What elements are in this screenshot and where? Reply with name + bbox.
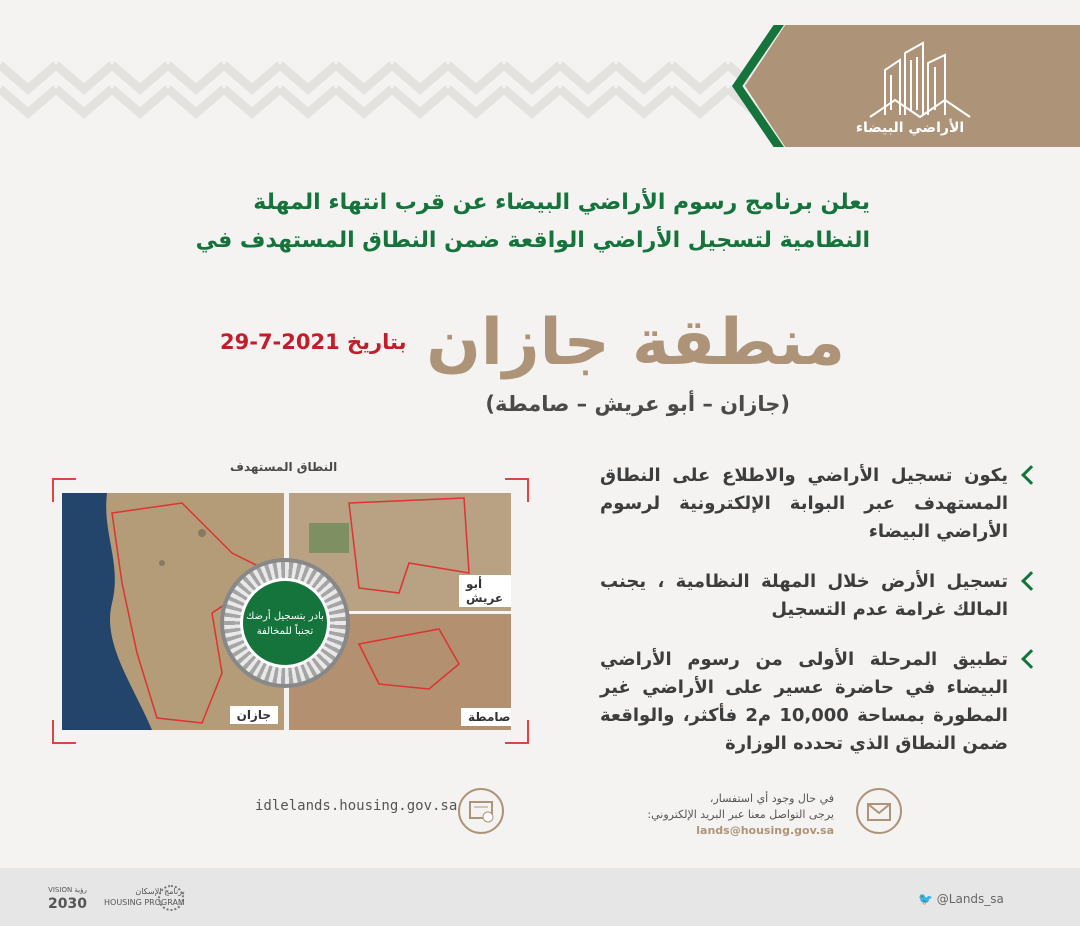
announcement-headline — [170, 184, 870, 260]
chevron-icon — [1021, 649, 1041, 669]
contact-line-2: يرجى التواصل معنا عبر البريد الإلكتروني: — [647, 808, 834, 821]
twitter-icon: 🐦 — [918, 892, 933, 906]
map-label-samtah: صامطة — [461, 708, 511, 726]
email-link[interactable]: lands@housing.gov.sa — [696, 824, 834, 837]
contact-info — [504, 791, 834, 839]
region-name: منطقة جازان — [426, 306, 845, 380]
buildings-logo-icon — [865, 35, 975, 120]
emblem-icon — [158, 885, 184, 911]
headline-line-1: يعلن برنامج رسوم الأراضي البيضاء عن قرب انتهاء المهلة — [253, 190, 870, 215]
chevron-icon — [1021, 571, 1041, 591]
housing-program-logo: برنامج الإسكان HOUSING PROGRAM — [104, 887, 185, 907]
map-label-jazan: جازان — [230, 706, 278, 724]
logo-text: الأراضي البيضاء — [855, 120, 965, 136]
badge-text: بادر بتسجيل أرضك تجنباً للمخالفة — [240, 578, 330, 668]
website-icon — [458, 788, 504, 834]
cities-list: (جازان – أبو عريش – صامطة) — [485, 392, 790, 416]
map-label-abu-arish: أبو عريش — [459, 575, 511, 607]
decorative-pattern — [0, 55, 760, 123]
date-label: بتاريخ — [347, 330, 407, 354]
list-item: تطبيق المرحلة الأولى من رسوم الأراضي البيضاء في حاضرة عسير على الأراضي غير المطورة بمساحة 10,000 م2 فأكثر، والواقعة ضمن النطاق الذي تحدده الوزارة — [600, 646, 1040, 758]
contact-line-1: في حال وجود أي استفسار، — [709, 792, 834, 805]
call-to-action-badge — [220, 558, 350, 688]
chevron-icon — [1021, 465, 1041, 485]
website-link[interactable]: idlelands.housing.gov.sa — [255, 798, 458, 814]
list-item: تسجيل الأرض خلال المهلة النظامية ، يجنب المالك غرامة عدم التسجيل — [600, 568, 1040, 624]
mail-icon — [856, 788, 902, 834]
list-item: يكون تسجيل الأراضي والاطلاع على النطاق المستهدف عبر البوابة الإلكترونية لرسوم الأراضي البيضاء — [600, 462, 1040, 546]
maps-title: النطاق المستهدف — [230, 460, 338, 474]
twitter-handle[interactable]: 🐦 @Lands_sa — [918, 892, 1004, 906]
vision-2030-logo: VISION رؤية 2030 — [48, 886, 87, 912]
date-value: 29-7-2021 — [220, 330, 340, 354]
bullet-list — [600, 462, 1040, 780]
date-line — [220, 330, 406, 354]
headline-line-2: النظامية لتسجيل الأراضي الواقعة ضمن النطاق المستهدف في — [195, 228, 870, 253]
